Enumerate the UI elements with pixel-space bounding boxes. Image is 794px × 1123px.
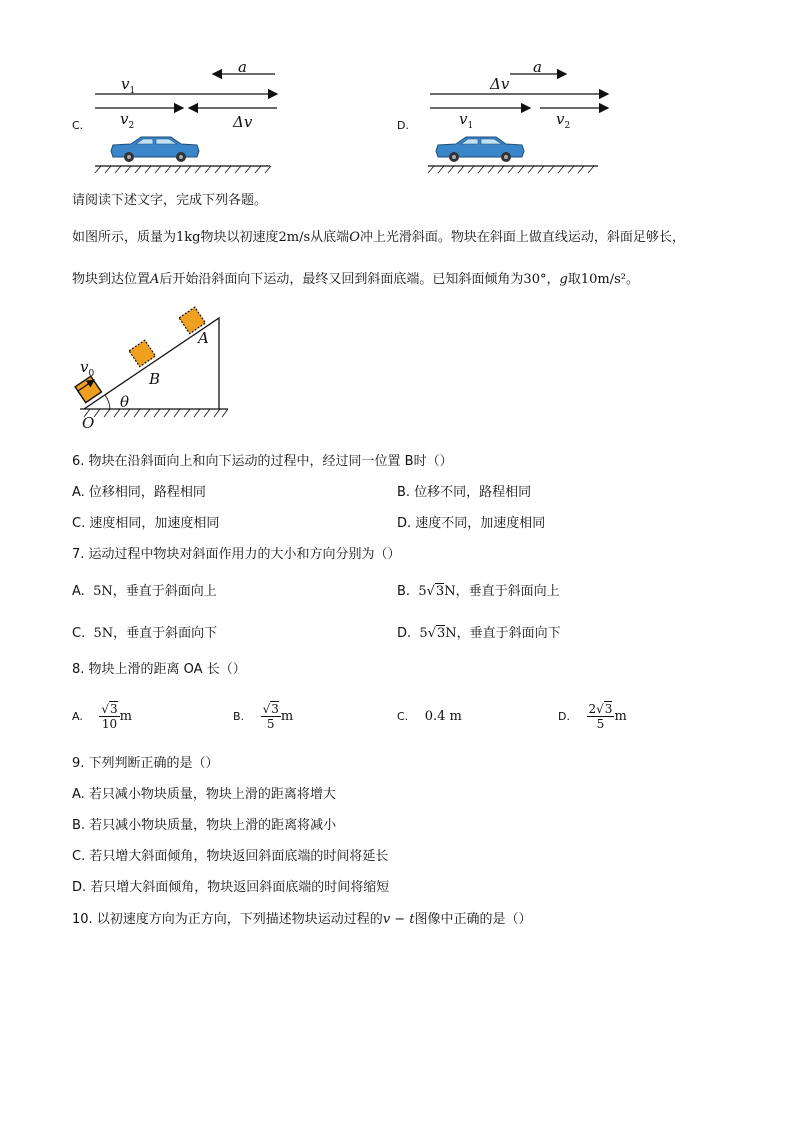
accel-label: a: [238, 58, 247, 76]
q6-option-a[interactable]: A. 位移相同，路程相同: [72, 485, 206, 500]
q8-stem: 8. 物块上滑的距离 OA 长（）: [72, 662, 246, 677]
v2-label: $v_2$: [556, 110, 571, 131]
angle-arc: [105, 395, 110, 409]
car-icon: [436, 137, 524, 162]
ground: [80, 409, 228, 417]
q6-option-d[interactable]: D. 速度不同，加速度相同: [397, 516, 546, 531]
option-c-letter: C.: [72, 119, 84, 132]
figure-d-diagram: [420, 55, 620, 175]
car-icon: [111, 137, 199, 162]
q7-option-c[interactable]: C. 5N，垂直于斜面向下: [72, 626, 218, 641]
q8-option-d[interactable]: D. $\frac{2√3}{5}$ m: [558, 701, 627, 731]
q7-stem: 7. 运动过程中物块对斜面作用力的大小和方向分别为（）: [72, 547, 401, 562]
v0-label: $v_0$: [80, 358, 95, 379]
q9-option-b[interactable]: B. 若只减小物块质量，物块上滑的距离将减小: [72, 818, 337, 833]
q7-option-b[interactable]: B. 5√3N，垂直于斜面向上: [397, 584, 560, 599]
q6-option-b[interactable]: B. 位移不同，路程相同: [397, 485, 532, 500]
q8-option-c[interactable]: C. 0.4 m: [397, 708, 462, 724]
q8-option-b[interactable]: B. $\frac{√3}{5}$ m: [233, 701, 294, 731]
passage-line-1: 如图所示，质量为1kg物块以初速度2m/s从底端O冲上光滑斜面。物块在斜面上做直线运动，斜面足够长，: [72, 230, 685, 245]
q8-option-a[interactable]: A. $\frac{√3}{10}$ m: [72, 701, 132, 731]
point-b-label: B: [149, 370, 161, 388]
dv-label: Δv: [233, 113, 253, 131]
v1-label: $v_1$: [459, 110, 474, 131]
block-b: [129, 340, 155, 366]
q9-stem: 9. 下列判断正确的是（）: [72, 756, 219, 771]
option-d-letter: D.: [397, 119, 409, 132]
q10-stem: 10. 以初速度方向为正方向，下列描述物块运动过程的v − t图像中正确的是（）: [72, 912, 532, 927]
v2-label: $v_2$: [120, 110, 135, 131]
passage-line-2: 物块到达位置A后开始沿斜面向下运动，最终又回到斜面底端。已知斜面倾角为30°，g取10m/s²。: [72, 272, 639, 287]
q7-option-a[interactable]: A. 5N，垂直于斜面向上: [72, 584, 217, 599]
q6-option-c[interactable]: C. 速度相同，加速度相同: [72, 516, 220, 531]
q9-option-d[interactable]: D. 若只增大斜面倾角，物块返回斜面底端的时间将缩短: [72, 880, 390, 895]
q6-stem: 6. 物块在沿斜面向上和向下运动的过程中，经过同一位置 B时（）: [72, 454, 453, 469]
point-o-label: O: [82, 414, 95, 432]
q7-option-d[interactable]: D. 5√3N，垂直于斜面向下: [397, 626, 561, 641]
figure-c-diagram: [85, 55, 295, 175]
point-a-label: A: [198, 329, 209, 347]
fraction: $\frac{√3}{10}$: [101, 701, 118, 731]
q9-option-c[interactable]: C. 若只增大斜面倾角，物块返回斜面底端的时间将延长: [72, 849, 389, 864]
v1-label: $v_1$: [121, 75, 136, 96]
theta-label: θ: [120, 393, 130, 411]
q9-option-a[interactable]: A. 若只减小物块质量，物块上滑的距离将增大: [72, 787, 336, 802]
fraction: $\frac{2√3}{5}$: [588, 701, 613, 731]
reading-intro: 请阅读下述文字，完成下列各题。: [72, 193, 268, 208]
accel-label: a: [533, 58, 542, 76]
ground: [95, 166, 271, 173]
ground: [428, 166, 598, 173]
dv-label: Δv: [490, 75, 510, 93]
fraction: $\frac{√3}{5}$: [262, 701, 279, 731]
